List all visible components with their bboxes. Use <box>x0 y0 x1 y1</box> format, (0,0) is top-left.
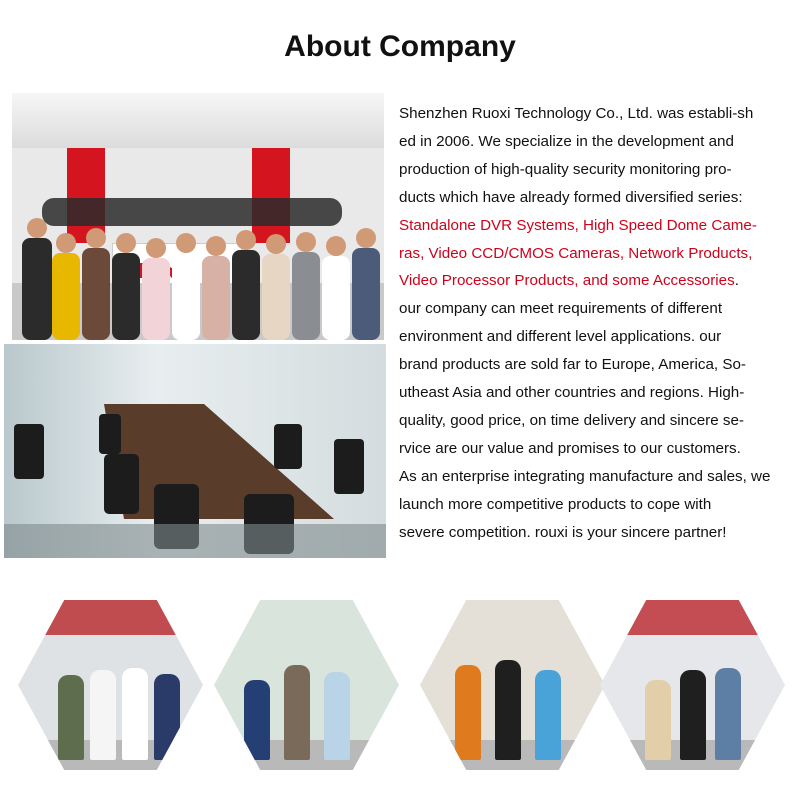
description-line <box>399 100 799 128</box>
person <box>122 668 148 760</box>
description-line <box>399 212 799 240</box>
description-line <box>399 491 799 519</box>
description-text: severe competition. rouxi is your sincere partner! <box>399 523 727 541</box>
description-text: environment and different level applications. our <box>399 328 722 346</box>
description-line <box>399 519 799 547</box>
person <box>645 680 671 760</box>
description-line <box>399 184 799 212</box>
person <box>455 665 481 760</box>
person <box>154 674 180 760</box>
description-text: rvice are our value and promises to our customers. <box>399 439 741 457</box>
highlighted-product-text: ras, Video CCD/CMOS Cameras, Network Products, <box>399 244 753 262</box>
conference-table-illustration <box>4 344 386 558</box>
meeting-room-photo <box>4 344 386 558</box>
person <box>715 668 741 760</box>
team-photo <box>12 93 384 340</box>
description-line <box>399 407 799 435</box>
description-text: ed in 2006. We specialize in the development and <box>399 132 734 150</box>
description-line <box>399 379 799 407</box>
description-text: brand products are sold far to Europe, America, So- <box>399 356 746 374</box>
description-text: ducts which have already formed diversified series: <box>399 188 743 206</box>
person <box>680 670 706 760</box>
description-text: launch more competitive products to cope with <box>399 495 712 513</box>
customer-photo-2 <box>214 600 399 770</box>
description-text: As an enterprise integrating manufacture and sales, we <box>399 467 771 485</box>
description-line <box>399 128 799 156</box>
description-line <box>399 435 799 463</box>
description-text: utheast Asia and other countries and regions. High- <box>399 384 745 402</box>
customer-photo-1 <box>18 600 203 770</box>
ceiling <box>12 93 384 148</box>
description-line <box>399 295 799 323</box>
customer-photo-4 <box>600 600 785 770</box>
person <box>58 675 84 760</box>
description-line <box>399 323 799 351</box>
description-line <box>399 267 799 295</box>
brand-banner <box>600 600 785 635</box>
team-group-illustration <box>12 198 384 340</box>
description-line <box>399 156 799 184</box>
person <box>90 670 116 760</box>
highlighted-product-text: Video Processor Products, and some Accessories <box>399 272 735 290</box>
description-text: our company can meet requirements of different <box>399 300 723 318</box>
description-text: Shenzhen Ruoxi Technology Co., Ltd. was establi-sh <box>399 105 754 122</box>
company-description <box>399 100 799 547</box>
person <box>244 680 270 760</box>
description-line <box>399 463 799 491</box>
highlighted-product-text: Standalone DVR Systems, High Speed Dome Came- <box>399 216 757 234</box>
person <box>495 660 521 760</box>
customer-photo-3 <box>420 600 605 770</box>
brand-banner <box>18 600 203 635</box>
description-suffix: . <box>734 272 739 290</box>
description-line <box>399 351 799 379</box>
description-text: production of high-quality security monitoring pro- <box>399 160 732 178</box>
description-line <box>399 240 799 268</box>
person <box>284 665 310 760</box>
person <box>324 672 350 760</box>
description-text: quality, good price, on time delivery and sincere se- <box>399 411 744 429</box>
person <box>535 670 561 760</box>
page-title: About Company <box>284 30 516 63</box>
